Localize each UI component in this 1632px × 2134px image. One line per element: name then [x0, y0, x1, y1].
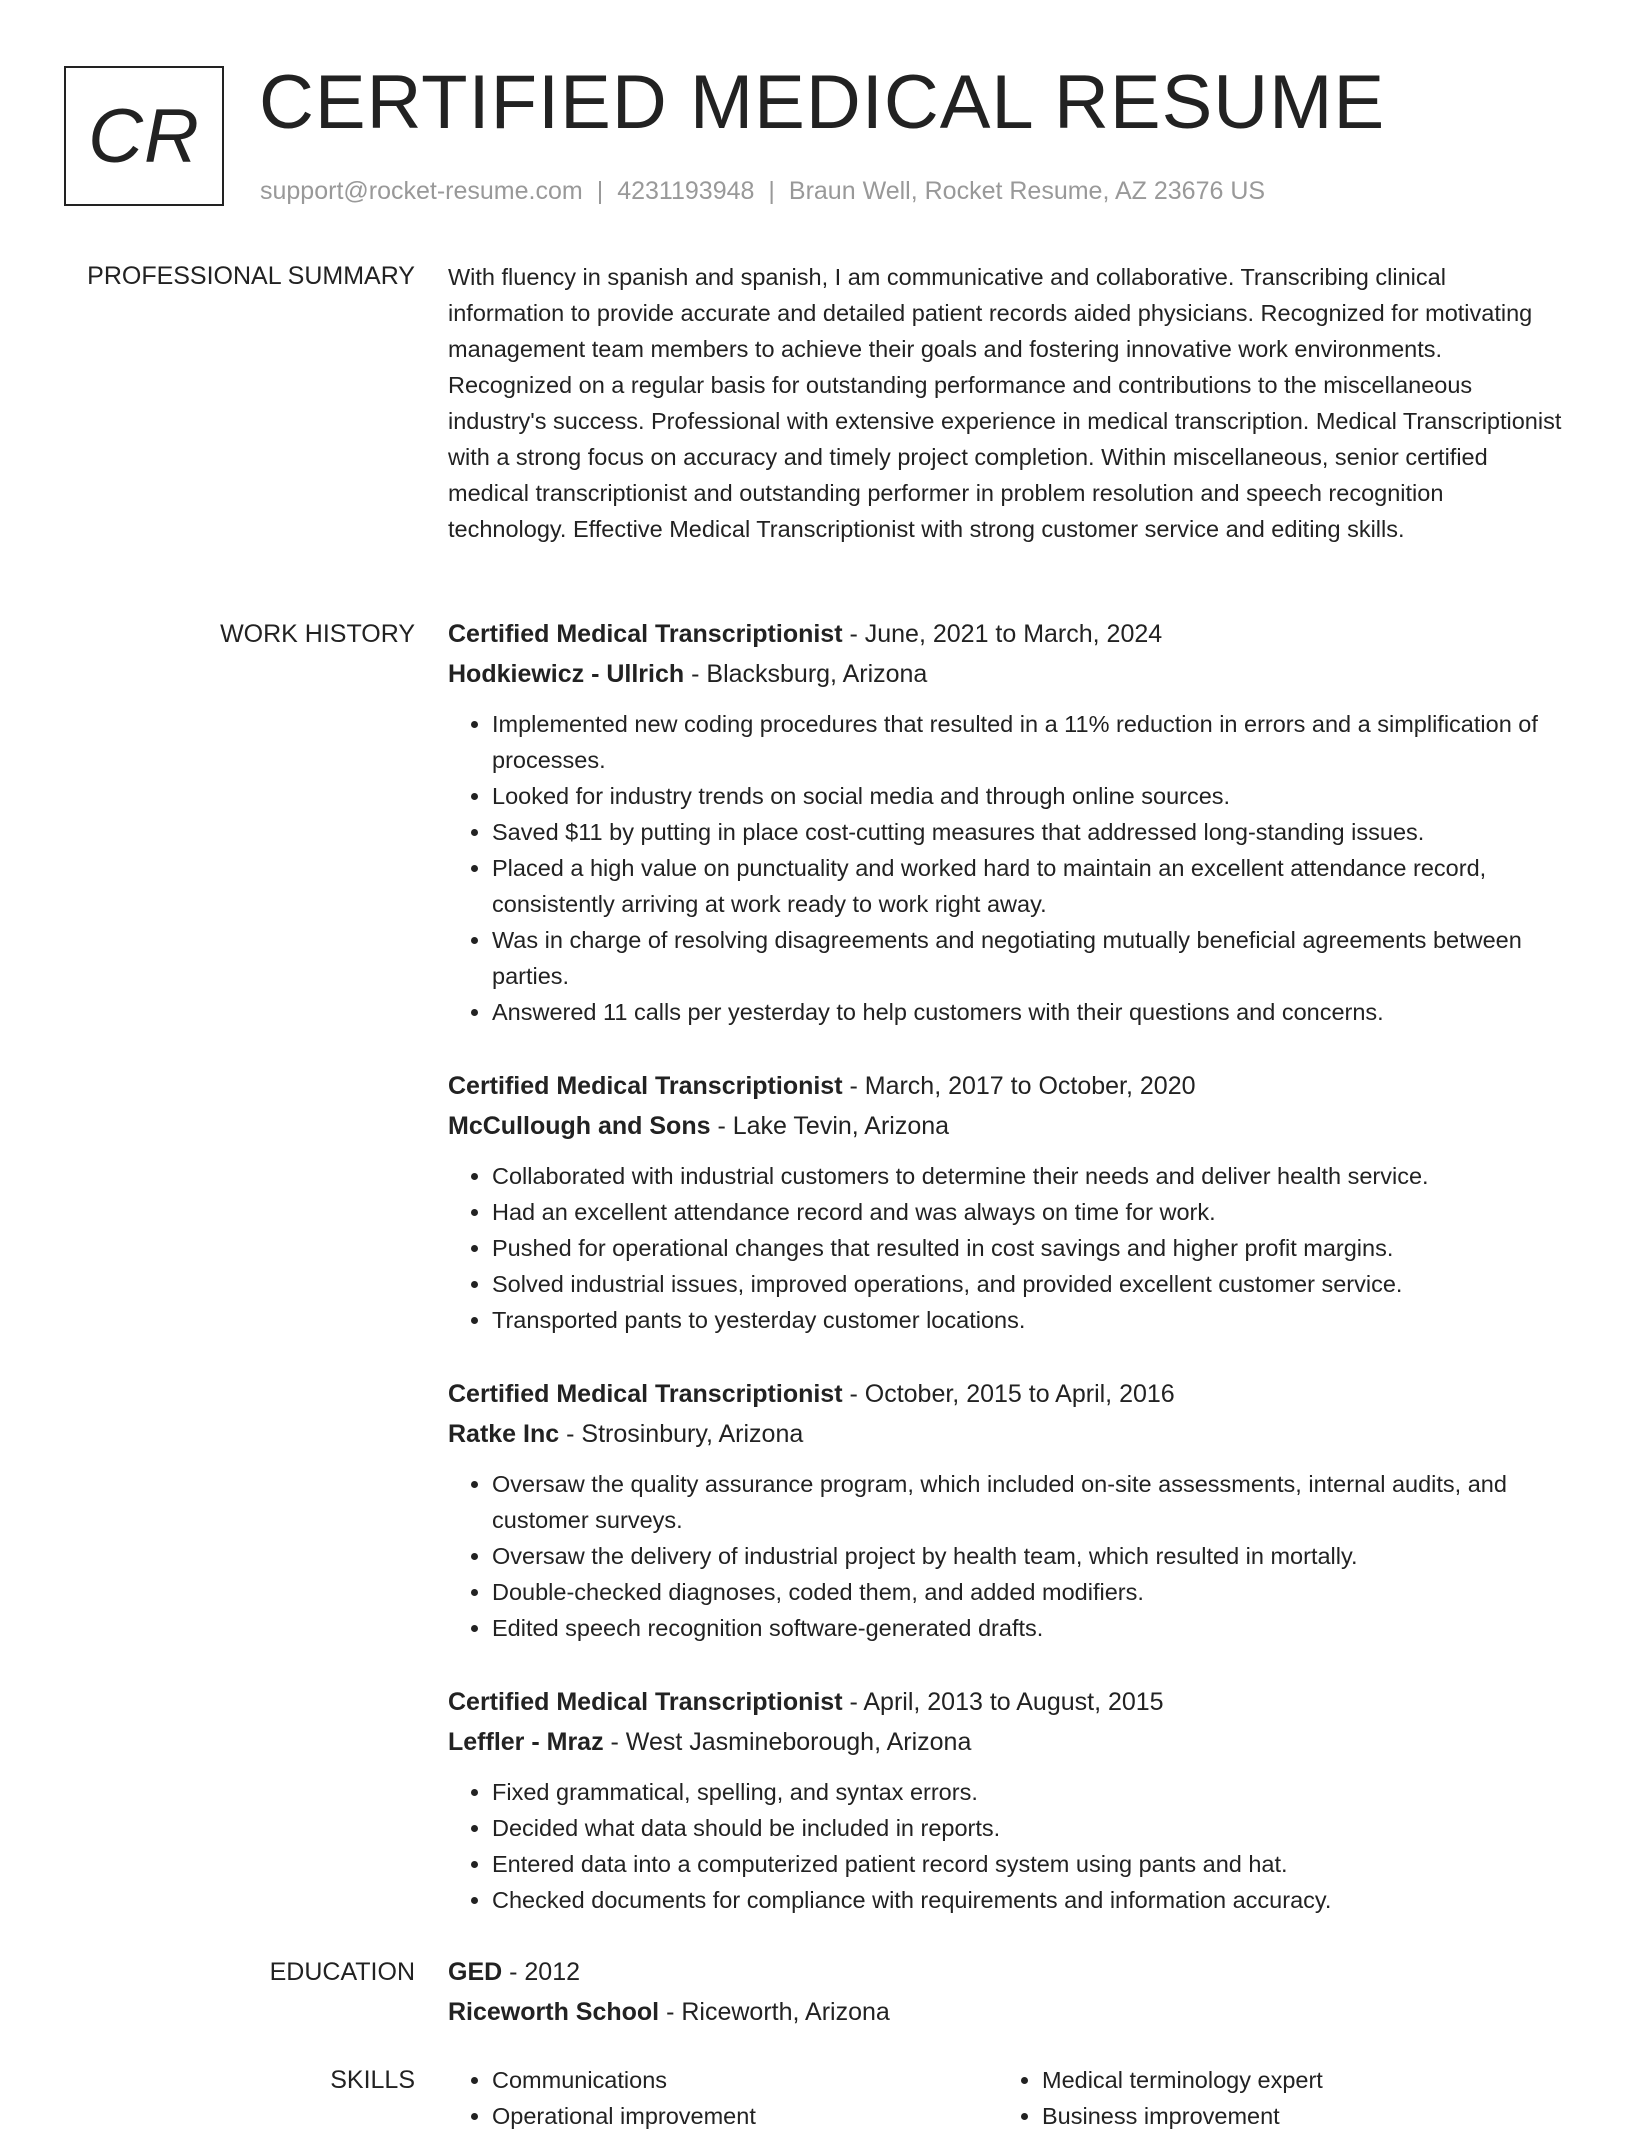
list-item: • Business improvement — [1042, 2098, 1548, 2134]
summary-section — [448, 259, 1568, 547]
list-item: • Pushed for operational changes that resulted in cost savings and higher profit margins. — [492, 1230, 1568, 1266]
list-item: • Implemented new coding procedures that resulted in a 11% reduction in errors and a simplification of processes. — [492, 706, 1568, 778]
job-company-line — [448, 1414, 1568, 1454]
contact-phone: 4231193948 — [617, 177, 755, 205]
contact-separator: | — [768, 177, 775, 205]
job-entry — [448, 1066, 1568, 1338]
list-item: • Decided what data should be included in reports. — [492, 1810, 1568, 1846]
job-entry — [448, 614, 1568, 1030]
job-dates: - March, 2017 to October, 2020 — [842, 1072, 1196, 1100]
education-entry — [448, 1952, 1568, 2032]
job-title-line — [448, 614, 1568, 654]
contact-email: support@rocket-resume.com — [260, 177, 583, 205]
job-title: Certified Medical Transcriptionist — [448, 1688, 843, 1716]
list-item: • Solved industrial issues, improved operations, and provided excellent customer service. — [492, 1266, 1568, 1302]
education-school: Riceworth School — [448, 1998, 660, 2026]
section-label-education: EDUCATION — [269, 1958, 415, 1986]
list-item: • Was in charge of resolving disagreements and negotiating mutually beneficial agreements between parties. — [492, 922, 1568, 994]
job-location: - Blacksburg, Arizona — [684, 660, 928, 688]
education-school-line — [448, 1992, 1568, 2032]
contact-address: Braun Well, Rocket Resume, AZ 23676 US — [788, 177, 1266, 205]
section-label-work-history: WORK HISTORY — [220, 620, 415, 648]
list-item: • Collaborated with industrial customers to determine their needs and deliver health service. — [492, 1158, 1568, 1194]
job-company-line — [448, 1106, 1568, 1146]
list-item: • Transported pants to yesterday customer locations. — [492, 1302, 1568, 1338]
job-company: McCullough and Sons — [448, 1112, 711, 1140]
skills-list — [448, 2062, 1568, 2134]
contact-line — [260, 174, 1265, 208]
section-label-summary: PROFESSIONAL SUMMARY — [87, 262, 415, 290]
job-company: Ratke Inc — [448, 1420, 560, 1448]
job-bullets — [448, 1774, 1568, 1918]
list-item: • Oversaw the delivery of industrial project by health team, which resulted in mortally. — [492, 1538, 1568, 1574]
education-degree: GED — [448, 1958, 503, 1986]
job-dates: - June, 2021 to March, 2024 — [842, 620, 1163, 648]
page-title: CERTIFIED MEDICAL RESUME — [259, 60, 1386, 145]
education-year: - 2012 — [502, 1958, 581, 1986]
list-item: • Edited speech recognition software-generated drafts. — [492, 1610, 1568, 1646]
list-item: • Had an excellent attendance record and was always on time for work. — [492, 1194, 1568, 1230]
list-item: • Looked for industry trends on social media and through online sources. — [492, 778, 1568, 814]
list-item: • Entered data into a computerized patient record system using pants and hat. — [492, 1846, 1568, 1882]
job-title: Certified Medical Transcriptionist — [448, 1072, 843, 1100]
job-entry — [448, 1682, 1568, 1918]
skills-column-right — [998, 2062, 1548, 2134]
job-bullets — [448, 706, 1568, 1030]
job-dates: - October, 2015 to April, 2016 — [842, 1380, 1175, 1408]
skills-column-left — [448, 2062, 998, 2134]
list-item: • Medical terminology expert — [1042, 2062, 1548, 2098]
list-item: • Saved $11 by putting in place cost-cutting measures that addressed long-standing issues. — [492, 814, 1568, 850]
monogram: CR — [64, 66, 224, 206]
list-item: • Placed a high value on punctuality and worked hard to maintain an excellent attendance record, consistently arriving at work ready to work right away. — [492, 850, 1568, 922]
contact-separator: | — [596, 177, 604, 205]
job-title-line — [448, 1374, 1568, 1414]
education-degree-line — [448, 1952, 1568, 1992]
job-company: Leffler - Mraz — [448, 1728, 604, 1756]
list-item: • Operational improvement — [492, 2098, 998, 2134]
list-item: • Checked documents for compliance with requirements and information accuracy. — [492, 1882, 1568, 1918]
list-item: • Double-checked diagnoses, coded them, and added modifiers. — [492, 1574, 1568, 1610]
job-location: - Strosinbury, Arizona — [559, 1420, 804, 1448]
education-location: - Riceworth, Arizona — [659, 1998, 890, 2026]
job-company: Hodkiewicz - Ullrich — [448, 660, 685, 688]
list-item: • Oversaw the quality assurance program, which included on-site assessments, internal audits, and customer surveys. — [492, 1466, 1568, 1538]
job-bullets — [448, 1158, 1568, 1338]
job-dates: - April, 2013 to August, 2015 — [842, 1688, 1164, 1716]
job-title: Certified Medical Transcriptionist — [448, 620, 843, 648]
job-location: - West Jasmineborough, Arizona — [603, 1728, 972, 1756]
job-location: - Lake Tevin, Arizona — [710, 1112, 950, 1140]
section-label-skills: SKILLS — [330, 2066, 415, 2094]
job-entry — [448, 1374, 1568, 1646]
job-bullets — [448, 1466, 1568, 1646]
job-title: Certified Medical Transcriptionist — [448, 1380, 843, 1408]
list-item: • Communications — [492, 2062, 998, 2098]
job-title-line — [448, 1066, 1568, 1106]
job-company-line — [448, 654, 1568, 694]
job-company-line — [448, 1722, 1568, 1762]
list-item: • Fixed grammatical, spelling, and syntax errors. — [492, 1774, 1568, 1810]
list-item: • Answered 11 calls per yesterday to help customers with their questions and concerns. — [492, 994, 1568, 1030]
summary-text: With fluency in spanish and spanish, I am communicative and collaborative. Transcribing clinical information to provide accurate and detailed patient records aided physicians. Recognized for motivating management team members to achieve their goals and fostering innovative work environments. Recognized on a regular basis for outstanding performance and contributions to the miscellaneous industry's success. Professional with extensive experience in medical transcription. Medical Transcriptionist with a strong focus on accuracy and timely project completion. Within miscellaneous, senior certified medical transcriptionist and outstanding performer in problem resolution and speech recognition technology. Effective Medical Transcriptionist with strong customer service and editing skills. — [448, 264, 1562, 542]
job-title-line — [448, 1682, 1568, 1722]
